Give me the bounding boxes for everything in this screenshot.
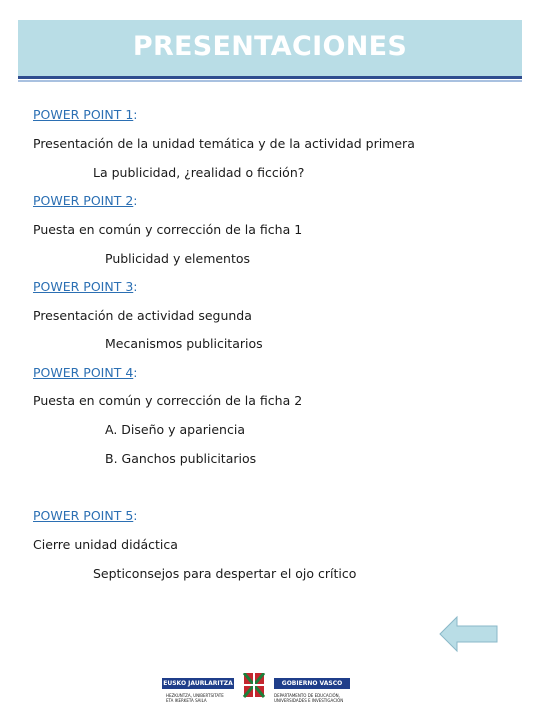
section-5-link[interactable]: POWER POINT 5 [33, 508, 134, 523]
section-2-subitem-1: Publicidad y elementos [105, 251, 251, 266]
dept-left-line-2: ETA IKERKETA SAILA [166, 698, 207, 703]
logo-bar-left: EUSKO JAURLARITZA [163, 680, 233, 687]
section-4-heading[interactable]: POWER POINT 4: [33, 365, 138, 380]
dept-right-line-1: DEPARTAMENTO DE EDUCACIÓN, [274, 693, 340, 698]
title-rule [18, 76, 522, 79]
section-3-heading[interactable]: POWER POINT 3: [33, 279, 138, 294]
section-4-subitem-2: B. Ganchos publicitarios [105, 451, 257, 466]
section-5-description: Cierre unidad didáctica [33, 537, 178, 552]
back-button[interactable] [439, 614, 499, 654]
section-1-link[interactable]: POWER POINT 1 [33, 107, 134, 122]
section-3-link[interactable]: POWER POINT 3 [33, 279, 134, 294]
coat-of-arms-icon [239, 673, 269, 701]
section-2-heading[interactable]: POWER POINT 2: [33, 193, 138, 208]
logo-bar-right: GOBIERNO VASCO [274, 678, 350, 689]
dept-left-line-1: HEZKUNTZA, UNIBERTSITATE [166, 693, 224, 698]
section-3-subitem-1: Mecanismos publicitarios [105, 336, 263, 351]
title-banner [18, 20, 522, 76]
section-2-description: Puesta en común y corrección de la ficha 1 [33, 222, 303, 237]
page-title: PRESENTACIONES [132, 31, 408, 62]
section-4-description: Puesta en común y corrección de la ficha 2 [33, 393, 303, 408]
left-arrow-icon [439, 614, 499, 654]
section-3-description: Presentación de actividad segunda [33, 308, 252, 323]
government-logo [162, 673, 350, 720]
section-1-subitem-1: La publicidad, ¿realidad o ficción? [93, 165, 305, 180]
title-rule-light [18, 80, 522, 82]
section-2-link[interactable]: POWER POINT 2 [33, 193, 134, 208]
dept-right-line-2: UNIVERSIDADES E INVESTIGACIÓN [274, 698, 344, 703]
section-4-link[interactable]: POWER POINT 4 [33, 365, 134, 380]
section-4-subitem-1: A. Diseño y apariencia [105, 422, 245, 437]
section-1-heading[interactable]: POWER POINT 1: [33, 107, 138, 122]
section-5-heading[interactable]: POWER POINT 5: [33, 508, 138, 523]
section-5-subitem-1: Septiconsejos para despertar el ojo crítico [93, 566, 357, 581]
section-1-description: Presentación de la unidad temática y de la actividad primera [33, 136, 415, 151]
